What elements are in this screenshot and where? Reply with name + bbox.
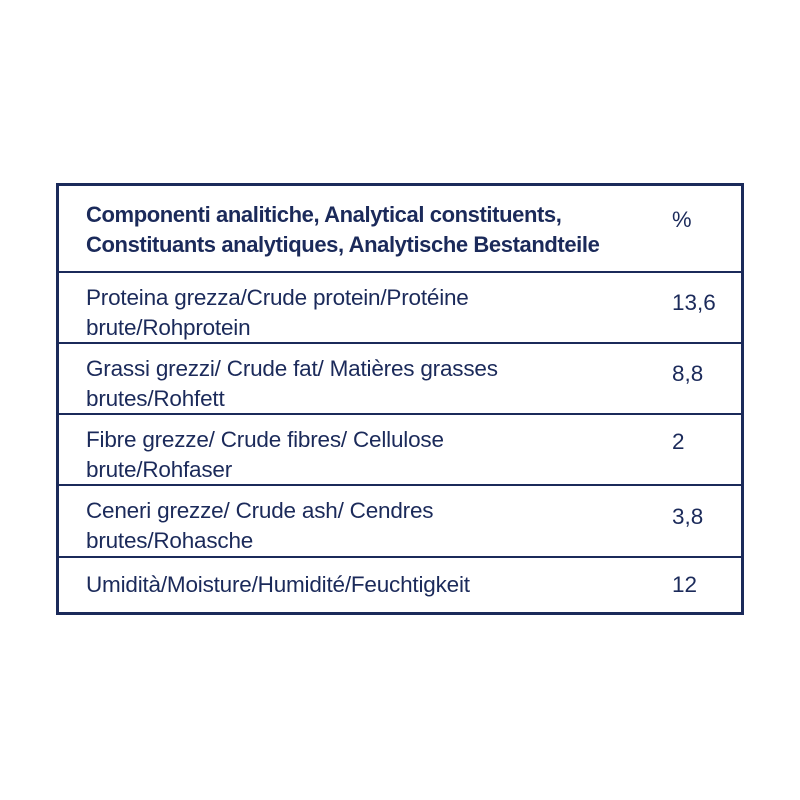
row-label-line-2: brutes/Rohfett	[86, 386, 225, 411]
row-label-line-1: Umidità/Moisture/Humidité/Feuchtigkeit	[86, 572, 470, 597]
row-label	[86, 283, 646, 343]
table-header-row	[59, 186, 741, 271]
row-label-line-1: Proteina grezza/Crude protein/Protéine	[86, 285, 469, 310]
row-label-line-1: Ceneri grezze/ Crude ash/ Cendres	[86, 498, 434, 523]
row-label-line-1: Fibre grezze/ Crude fibres/ Cellulose	[86, 427, 444, 452]
table-row-crude-fat	[59, 342, 741, 413]
row-value: 13,6	[672, 290, 716, 315]
table-row-moisture	[59, 556, 741, 615]
row-label-line-1: Grassi grezzi/ Crude fat/ Matières grasses	[86, 356, 498, 381]
row-value: 8,8	[672, 361, 704, 386]
row-label-line-2: brute/Rohprotein	[86, 315, 251, 340]
row-label-line-2: brutes/Rohasche	[86, 528, 254, 553]
header-label	[86, 200, 646, 260]
row-value: 2	[672, 429, 685, 454]
row-label	[86, 425, 646, 485]
table-row-crude-protein	[59, 271, 741, 342]
table-row-crude-fibres	[59, 413, 741, 484]
row-label-line-2: brute/Rohfaser	[86, 457, 233, 482]
row-value: 3,8	[672, 504, 704, 529]
header-label-line-1: Componenti analitiche, Analytical constituents,	[86, 202, 562, 227]
analytical-constituents-table	[56, 183, 744, 615]
header-unit: %	[672, 207, 692, 232]
table-row-crude-ash	[59, 484, 741, 556]
row-label	[86, 354, 646, 414]
header-label-line-2: Constituants analytiques, Analytische Bestandteile	[86, 232, 600, 257]
row-value: 12	[672, 572, 698, 597]
row-label	[86, 570, 646, 600]
row-label	[86, 496, 646, 556]
